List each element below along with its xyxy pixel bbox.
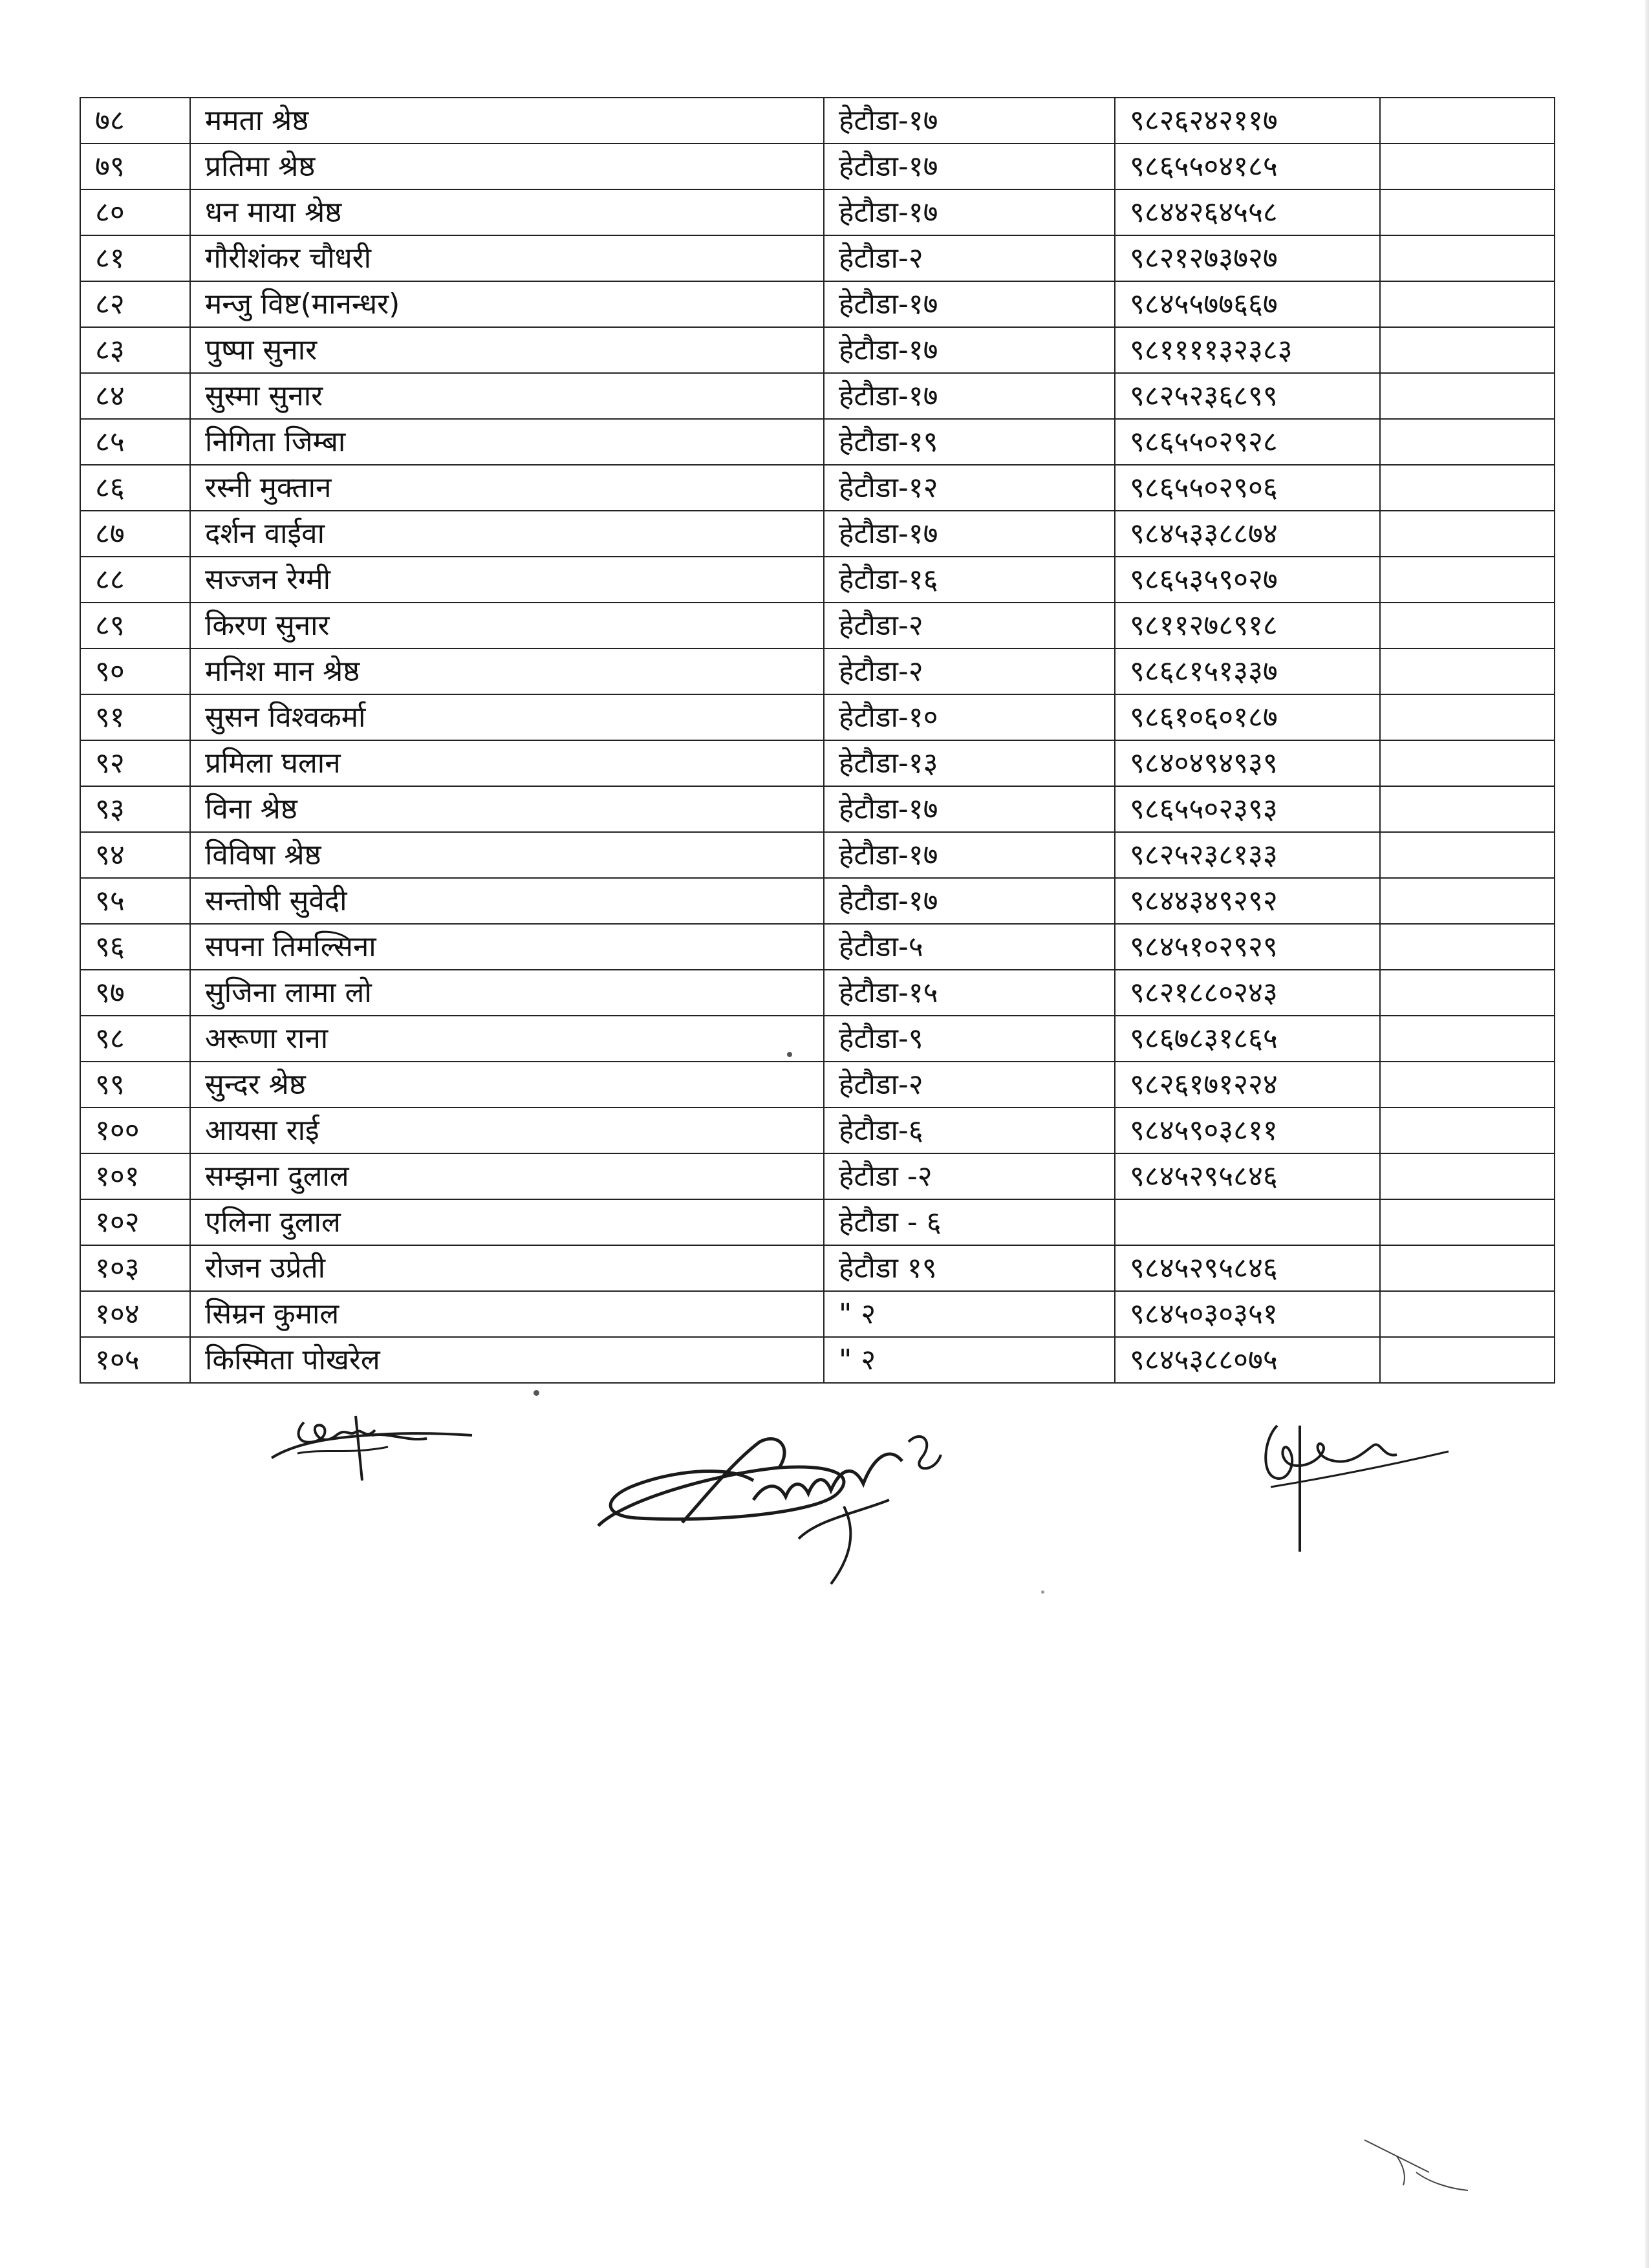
phone-cell: ९८४५०३०३५१ bbox=[1115, 1291, 1380, 1337]
remarks-cell bbox=[1380, 740, 1555, 786]
address-cell: " २ bbox=[824, 1337, 1115, 1383]
address-cell: हेटौडा-१७ bbox=[824, 786, 1115, 832]
signature-center bbox=[585, 1403, 973, 1597]
name-cell: मन्जु विष्ट(मानन्धर) bbox=[190, 281, 824, 327]
phone-cell: ९८६१०६०१८७ bbox=[1115, 694, 1380, 740]
remarks-cell bbox=[1380, 1107, 1555, 1153]
name-cell: सुजिना लामा लो bbox=[190, 970, 824, 1016]
serial-number-cell: ८३ bbox=[80, 327, 190, 373]
remarks-cell bbox=[1380, 557, 1555, 603]
records-table bbox=[80, 97, 1555, 1384]
remarks-cell bbox=[1380, 1062, 1555, 1107]
remarks-cell bbox=[1380, 878, 1555, 924]
table-row bbox=[80, 1062, 1555, 1107]
table-row bbox=[80, 419, 1555, 465]
table-row bbox=[80, 1337, 1555, 1383]
serial-number-cell: ८६ bbox=[80, 465, 190, 511]
phone-cell: ९८६५५०२९०६ bbox=[1115, 465, 1380, 511]
address-cell: हेटौडा-१७ bbox=[824, 144, 1115, 189]
phone-cell: ९८६७८३१८६५ bbox=[1115, 1016, 1380, 1062]
name-cell: सन्तोषी सुवेदी bbox=[190, 878, 824, 924]
address-cell: हेटौडा-२ bbox=[824, 235, 1115, 281]
phone-cell: ९८२५२३८१३३ bbox=[1115, 832, 1380, 878]
name-cell: सुसन विश्वकर्मा bbox=[190, 694, 824, 740]
table-row bbox=[80, 740, 1555, 786]
remarks-cell bbox=[1380, 970, 1555, 1016]
phone-cell: ९८४५९०३८११ bbox=[1115, 1107, 1380, 1153]
remarks-cell bbox=[1380, 373, 1555, 419]
name-cell: सिम्रन कुमाल bbox=[190, 1291, 824, 1337]
name-cell: प्रमिला घलान bbox=[190, 740, 824, 786]
phone-cell: ९८६५५०४१८५ bbox=[1115, 144, 1380, 189]
name-cell: किरण सुनार bbox=[190, 603, 824, 648]
phone-cell: ९८२६२४२११७ bbox=[1115, 98, 1380, 144]
table-row bbox=[80, 1199, 1555, 1245]
address-cell: हेटौडा-१७ bbox=[824, 281, 1115, 327]
phone-cell: ९८११११३२३८३ bbox=[1115, 327, 1380, 373]
address-cell: हेटौडा १९ bbox=[824, 1245, 1115, 1291]
table-row bbox=[80, 235, 1555, 281]
table-row bbox=[80, 511, 1555, 557]
name-cell: धन माया श्रेष्ठ bbox=[190, 189, 824, 235]
serial-number-cell: ९७ bbox=[80, 970, 190, 1016]
remarks-cell bbox=[1380, 511, 1555, 557]
table-row bbox=[80, 924, 1555, 970]
table-row bbox=[80, 832, 1555, 878]
phone-cell: ९८२१२७३७२७ bbox=[1115, 235, 1380, 281]
name-cell: सुन्दर श्रेष्ठ bbox=[190, 1062, 824, 1107]
serial-number-cell: ९३ bbox=[80, 786, 190, 832]
table-row bbox=[80, 878, 1555, 924]
name-cell: विना श्रेष्ठ bbox=[190, 786, 824, 832]
name-cell: सम्झना दुलाल bbox=[190, 1153, 824, 1199]
phone-cell: ९८४५२९५८४६ bbox=[1115, 1245, 1380, 1291]
address-cell: हेटौडा-१७ bbox=[824, 373, 1115, 419]
name-cell: सपना तिमल्सिना bbox=[190, 924, 824, 970]
address-cell: हेटौडा-२ bbox=[824, 648, 1115, 694]
serial-number-cell: ९१ bbox=[80, 694, 190, 740]
address-cell: हेटौडा-१९ bbox=[824, 419, 1115, 465]
address-cell: हेटौडा-१० bbox=[824, 694, 1115, 740]
remarks-cell bbox=[1380, 1291, 1555, 1337]
phone-cell: ९८४०४९४९३९ bbox=[1115, 740, 1380, 786]
address-cell: हेटौडा-५ bbox=[824, 924, 1115, 970]
name-cell: एलिना दुलाल bbox=[190, 1199, 824, 1245]
remarks-cell bbox=[1380, 832, 1555, 878]
address-cell: हेटौडा -२ bbox=[824, 1153, 1115, 1199]
table-row bbox=[80, 281, 1555, 327]
remarks-cell bbox=[1380, 98, 1555, 144]
address-cell: हेटौडा-१३ bbox=[824, 740, 1115, 786]
phone-cell bbox=[1115, 1199, 1380, 1245]
remarks-cell bbox=[1380, 786, 1555, 832]
phone-cell: ९८४४३४९२९२ bbox=[1115, 878, 1380, 924]
serial-number-cell: ९९ bbox=[80, 1062, 190, 1107]
serial-number-cell: ९४ bbox=[80, 832, 190, 878]
table-row bbox=[80, 144, 1555, 189]
name-cell: आयसा राई bbox=[190, 1107, 824, 1153]
scan-speck bbox=[787, 1052, 792, 1057]
serial-number-cell: ८० bbox=[80, 189, 190, 235]
address-cell: हेटौडा-९ bbox=[824, 1016, 1115, 1062]
table-row bbox=[80, 373, 1555, 419]
phone-cell: ९८६८१५१३३७ bbox=[1115, 648, 1380, 694]
serial-number-cell: ८९ bbox=[80, 603, 190, 648]
name-cell: रस्नी मुक्तान bbox=[190, 465, 824, 511]
serial-number-cell: ९५ bbox=[80, 878, 190, 924]
name-cell: गौरीशंकर चौधरी bbox=[190, 235, 824, 281]
name-cell: अरूणा राना bbox=[190, 1016, 824, 1062]
address-cell: हेटौडा-१७ bbox=[824, 98, 1115, 144]
phone-cell: ९८४५२९५८४६ bbox=[1115, 1153, 1380, 1199]
address-cell: हेटौडा-२ bbox=[824, 1062, 1115, 1107]
serial-number-cell: ९६ bbox=[80, 924, 190, 970]
serial-number-cell: १०० bbox=[80, 1107, 190, 1153]
remarks-cell bbox=[1380, 1199, 1555, 1245]
phone-cell: ९८२६१७१२२४ bbox=[1115, 1062, 1380, 1107]
table-row bbox=[80, 189, 1555, 235]
remarks-cell bbox=[1380, 281, 1555, 327]
signature-left bbox=[259, 1396, 479, 1487]
phone-cell: ९८२५२३६८९९ bbox=[1115, 373, 1380, 419]
table-row bbox=[80, 648, 1555, 694]
serial-number-cell: १०१ bbox=[80, 1153, 190, 1199]
name-cell: दर्शन वाईवा bbox=[190, 511, 824, 557]
address-cell: हेटौडा-१७ bbox=[824, 327, 1115, 373]
name-cell: प्रतिमा श्रेष्ठ bbox=[190, 144, 824, 189]
table-row bbox=[80, 1153, 1555, 1199]
phone-cell: ९८६५३५९०२७ bbox=[1115, 557, 1380, 603]
phone-cell: ९८४५३८८०७५ bbox=[1115, 1337, 1380, 1383]
serial-number-cell: ९२ bbox=[80, 740, 190, 786]
table-row bbox=[80, 327, 1555, 373]
phone-cell: ९८६५५०२९२८ bbox=[1115, 419, 1380, 465]
phone-cell: ९८६५५०२३९३ bbox=[1115, 786, 1380, 832]
address-cell: हेटौडा - ६ bbox=[824, 1199, 1115, 1245]
serial-number-cell: १०४ bbox=[80, 1291, 190, 1337]
records-table-body bbox=[80, 98, 1555, 1383]
serial-number-cell: ८४ bbox=[80, 373, 190, 419]
scan-speck bbox=[1041, 1590, 1044, 1594]
remarks-cell bbox=[1380, 465, 1555, 511]
table-row bbox=[80, 557, 1555, 603]
serial-number-cell: ७८ bbox=[80, 98, 190, 144]
serial-number-cell: ८१ bbox=[80, 235, 190, 281]
name-cell: मनिश मान श्रेष्ठ bbox=[190, 648, 824, 694]
name-cell: किस्मिता पोखरेल bbox=[190, 1337, 824, 1383]
phone-cell: ९८११२७८९१८ bbox=[1115, 603, 1380, 648]
remarks-cell bbox=[1380, 419, 1555, 465]
table-row bbox=[80, 1107, 1555, 1153]
remarks-cell bbox=[1380, 924, 1555, 970]
remarks-cell bbox=[1380, 1337, 1555, 1383]
phone-cell: ९८४४२६४५५८ bbox=[1115, 189, 1380, 235]
table-row bbox=[80, 1291, 1555, 1337]
remarks-cell bbox=[1380, 327, 1555, 373]
phone-cell: ९८४५१०२९२९ bbox=[1115, 924, 1380, 970]
address-cell: हेटौडा-१७ bbox=[824, 832, 1115, 878]
name-cell: रोजन उप्रेती bbox=[190, 1245, 824, 1291]
table-row bbox=[80, 1245, 1555, 1291]
address-cell: हेटौडा-१५ bbox=[824, 970, 1115, 1016]
remarks-cell bbox=[1380, 1016, 1555, 1062]
remarks-cell bbox=[1380, 235, 1555, 281]
phone-cell: ९८२१८८०२४३ bbox=[1115, 970, 1380, 1016]
serial-number-cell: ८५ bbox=[80, 419, 190, 465]
remarks-cell bbox=[1380, 648, 1555, 694]
remarks-cell bbox=[1380, 189, 1555, 235]
table-row bbox=[80, 970, 1555, 1016]
serial-number-cell: ८८ bbox=[80, 557, 190, 603]
signature-right bbox=[1251, 1400, 1458, 1561]
serial-number-cell: १०३ bbox=[80, 1245, 190, 1291]
serial-number-cell: ८२ bbox=[80, 281, 190, 327]
name-cell: ममता श्रेष्ठ bbox=[190, 98, 824, 144]
remarks-cell bbox=[1380, 603, 1555, 648]
address-cell: हेटौडा-१७ bbox=[824, 189, 1115, 235]
address-cell: हेटौडा-१६ bbox=[824, 557, 1115, 603]
corner-scribble bbox=[1358, 2127, 1474, 2198]
serial-number-cell: ८७ bbox=[80, 511, 190, 557]
phone-cell: ९८४५३३८८७४ bbox=[1115, 511, 1380, 557]
remarks-cell bbox=[1380, 1153, 1555, 1199]
table-row bbox=[80, 1016, 1555, 1062]
table-row bbox=[80, 603, 1555, 648]
serial-number-cell: ९० bbox=[80, 648, 190, 694]
scan-speck bbox=[534, 1390, 539, 1396]
address-cell: " २ bbox=[824, 1291, 1115, 1337]
page-edge-shadow bbox=[1645, 0, 1649, 2268]
serial-number-cell: ९८ bbox=[80, 1016, 190, 1062]
address-cell: हेटौडा-१७ bbox=[824, 878, 1115, 924]
phone-cell: ९८४५५७७६६७ bbox=[1115, 281, 1380, 327]
serial-number-cell: १०५ bbox=[80, 1337, 190, 1383]
remarks-cell bbox=[1380, 144, 1555, 189]
name-cell: विविषा श्रेष्ठ bbox=[190, 832, 824, 878]
name-cell: सज्जन रेग्मी bbox=[190, 557, 824, 603]
address-cell: हेटौडा-२ bbox=[824, 603, 1115, 648]
name-cell: निगिता जिम्बा bbox=[190, 419, 824, 465]
address-cell: हेटौडा-६ bbox=[824, 1107, 1115, 1153]
table-row bbox=[80, 465, 1555, 511]
address-cell: हेटौडा-१२ bbox=[824, 465, 1115, 511]
remarks-cell bbox=[1380, 1245, 1555, 1291]
table-row bbox=[80, 694, 1555, 740]
name-cell: पुष्पा सुनार bbox=[190, 327, 824, 373]
table-row bbox=[80, 786, 1555, 832]
serial-number-cell: १०२ bbox=[80, 1199, 190, 1245]
table-row bbox=[80, 98, 1555, 144]
remarks-cell bbox=[1380, 694, 1555, 740]
address-cell: हेटौडा-१७ bbox=[824, 511, 1115, 557]
serial-number-cell: ७९ bbox=[80, 144, 190, 189]
name-cell: सुस्मा सुनार bbox=[190, 373, 824, 419]
